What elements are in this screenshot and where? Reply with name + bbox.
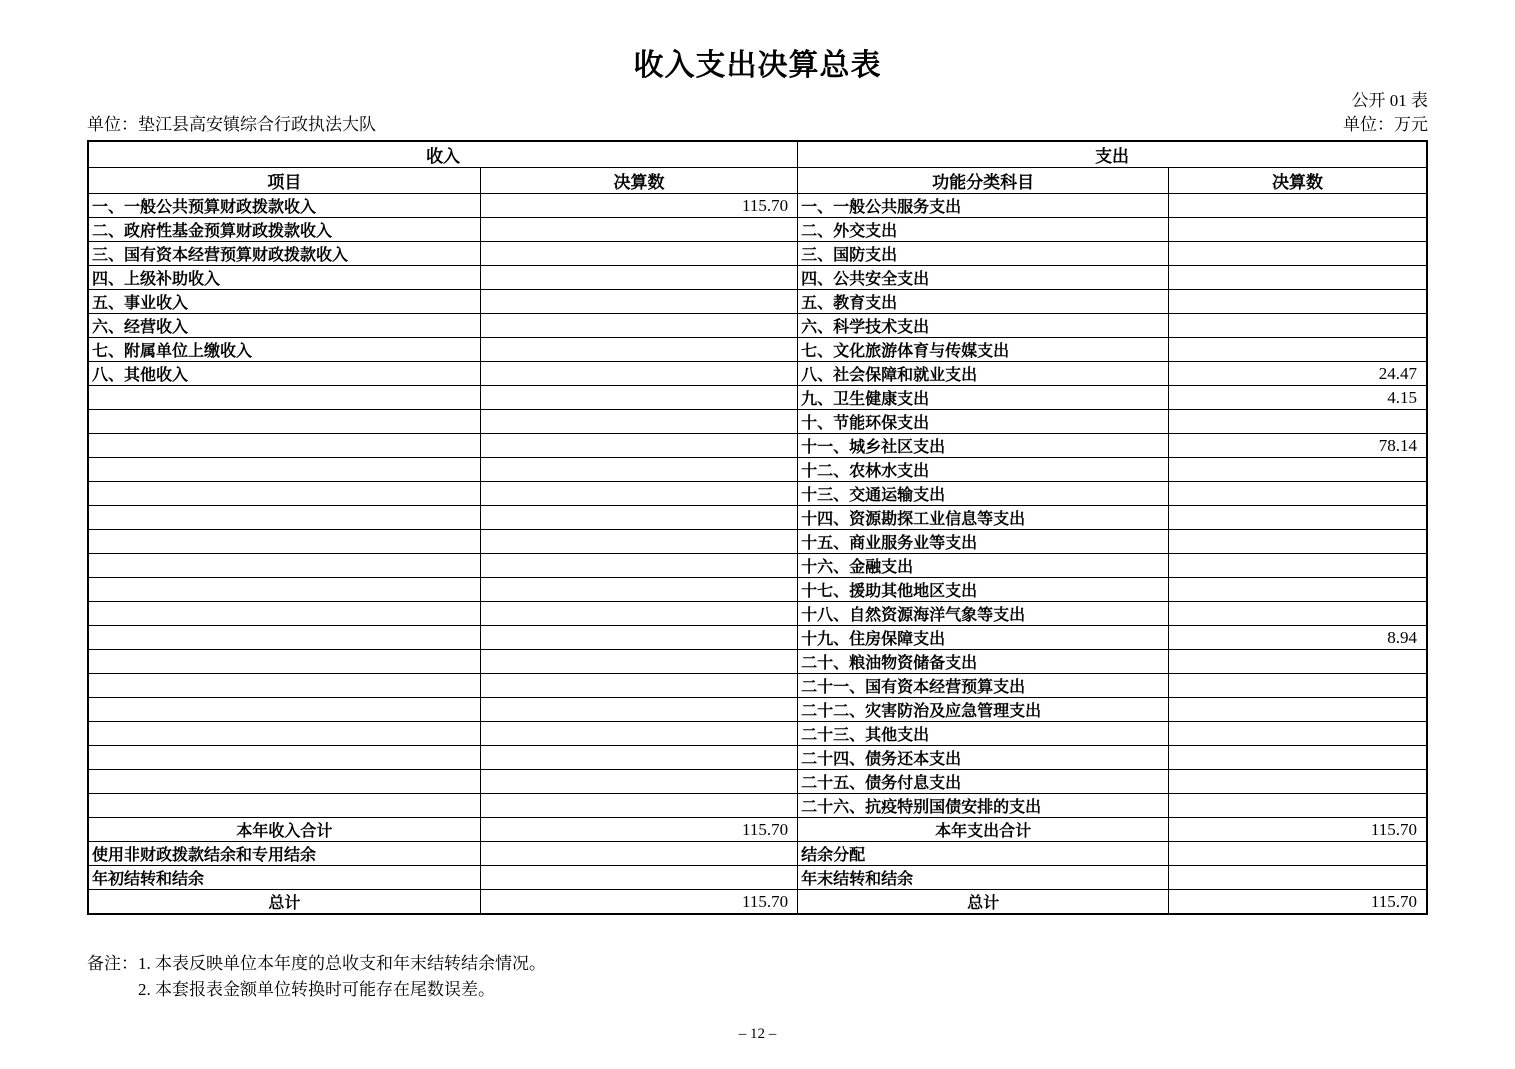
expenditure-item-cell: 十二、农林水支出 bbox=[798, 458, 1169, 482]
expenditure-amount-cell bbox=[1169, 650, 1427, 674]
expenditure-amount-cell bbox=[1169, 266, 1427, 290]
expenditure-item-cell: 八、社会保障和就业支出 bbox=[798, 362, 1169, 386]
income-section-header: 收入 bbox=[88, 141, 798, 168]
income-amount-cell bbox=[480, 290, 797, 314]
income-item-cell bbox=[88, 698, 480, 722]
income-summary-amount-cell: 115.70 bbox=[480, 890, 797, 915]
expenditure-amount-cell bbox=[1169, 602, 1427, 626]
income-amount-cell bbox=[480, 578, 797, 602]
income-item-cell: 六、经营收入 bbox=[88, 314, 480, 338]
income-item-cell: 二、政府性基金预算财政拨款收入 bbox=[88, 218, 480, 242]
table-body-row bbox=[88, 770, 1427, 794]
income-item-cell: 五、事业收入 bbox=[88, 290, 480, 314]
income-item-cell bbox=[88, 410, 480, 434]
expenditure-amount-cell bbox=[1169, 482, 1427, 506]
table-body-row bbox=[88, 194, 1427, 218]
income-amount-cell bbox=[480, 506, 797, 530]
expenditure-summary-amount-cell bbox=[1169, 866, 1427, 890]
col-header-expenditure-amount: 决算数 bbox=[1169, 168, 1427, 194]
col-header-expenditure-function: 功能分类科目 bbox=[798, 168, 1169, 194]
expenditure-amount-cell bbox=[1169, 218, 1427, 242]
notes-lines bbox=[138, 951, 546, 1002]
table-body-row bbox=[88, 722, 1427, 746]
table-summary-row bbox=[88, 866, 1427, 890]
income-amount-cell bbox=[480, 434, 797, 458]
page-title: 收入支出决算总表 bbox=[633, 49, 882, 82]
table-body-row bbox=[88, 434, 1427, 458]
table-body-row bbox=[88, 410, 1427, 434]
unit-name: 单位：垫江县高安镇综合行政执法大队 bbox=[87, 115, 376, 135]
income-amount-cell bbox=[480, 650, 797, 674]
page-number: – 12 – bbox=[738, 1026, 777, 1042]
table-body-row bbox=[88, 578, 1427, 602]
table-body-row bbox=[88, 482, 1427, 506]
income-amount-cell bbox=[480, 770, 797, 794]
table-body-row bbox=[88, 626, 1427, 650]
expenditure-item-cell: 二、外交支出 bbox=[798, 218, 1169, 242]
expenditure-item-cell: 九、卫生健康支出 bbox=[798, 386, 1169, 410]
income-item-cell: 一、一般公共预算财政拨款收入 bbox=[88, 194, 480, 218]
expenditure-section-header: 支出 bbox=[798, 141, 1427, 168]
expenditure-item-cell: 七、文化旅游体育与传媒支出 bbox=[798, 338, 1169, 362]
income-amount-cell bbox=[480, 410, 797, 434]
income-item-cell: 三、国有资本经营预算财政拨款收入 bbox=[88, 242, 480, 266]
table-code: 公开 01 表 bbox=[1351, 91, 1428, 110]
income-amount-cell bbox=[480, 602, 797, 626]
income-amount-cell bbox=[480, 482, 797, 506]
table-body-row bbox=[88, 362, 1427, 386]
expenditure-item-cell: 十六、金融支出 bbox=[798, 554, 1169, 578]
expenditure-amount-cell bbox=[1169, 410, 1427, 434]
expenditure-amount-cell: 4.15 bbox=[1169, 386, 1427, 410]
table-body-row bbox=[88, 290, 1427, 314]
col-header-income-item: 项目 bbox=[88, 168, 480, 194]
expenditure-amount-cell: 8.94 bbox=[1169, 626, 1427, 650]
income-item-cell bbox=[88, 506, 480, 530]
expenditure-summary-label-cell: 年末结转和结余 bbox=[798, 866, 1169, 890]
income-item-cell: 八、其他收入 bbox=[88, 362, 480, 386]
expenditure-item-cell: 五、教育支出 bbox=[798, 290, 1169, 314]
income-amount-cell bbox=[480, 338, 797, 362]
income-item-cell bbox=[88, 434, 480, 458]
income-amount-cell bbox=[480, 530, 797, 554]
notes-label: 备注： bbox=[87, 954, 138, 974]
income-item-cell bbox=[88, 650, 480, 674]
table-body-row bbox=[88, 506, 1427, 530]
income-item-cell bbox=[88, 626, 480, 650]
expenditure-summary-label-cell: 结余分配 bbox=[798, 842, 1169, 866]
expenditure-amount-cell bbox=[1169, 722, 1427, 746]
expenditure-item-cell: 二十四、债务还本支出 bbox=[798, 746, 1169, 770]
expenditure-item-cell: 二十、粮油物资储备支出 bbox=[798, 650, 1169, 674]
income-amount-cell bbox=[480, 266, 797, 290]
table-summary-row bbox=[88, 818, 1427, 842]
income-item-cell bbox=[88, 794, 480, 818]
expenditure-item-cell: 二十五、债务付息支出 bbox=[798, 770, 1169, 794]
income-summary-label-cell: 总计 bbox=[88, 890, 480, 915]
table-code-line bbox=[87, 91, 1428, 111]
income-item-cell bbox=[88, 770, 480, 794]
table-body-row bbox=[88, 746, 1427, 770]
expenditure-amount-cell bbox=[1169, 242, 1427, 266]
table-summary-row bbox=[88, 842, 1427, 866]
table-body-row bbox=[88, 698, 1427, 722]
income-amount-cell bbox=[480, 794, 797, 818]
income-summary-label-cell: 年初结转和结余 bbox=[88, 866, 480, 890]
income-amount-cell bbox=[480, 626, 797, 650]
table-summary bbox=[88, 818, 1427, 915]
income-item-cell bbox=[88, 674, 480, 698]
expenditure-item-cell: 二十二、灾害防治及应急管理支出 bbox=[798, 698, 1169, 722]
income-amount-cell bbox=[480, 242, 797, 266]
note-line-2: 2. 本套报表金额单位转换时可能存在尾数误差。 bbox=[138, 979, 495, 999]
expenditure-item-cell: 十三、交通运输支出 bbox=[798, 482, 1169, 506]
table-body-row bbox=[88, 794, 1427, 818]
income-item-cell: 七、附属单位上缴收入 bbox=[88, 338, 480, 362]
expenditure-summary-label-cell: 本年支出合计 bbox=[798, 818, 1169, 842]
budget-summary-table bbox=[87, 140, 1428, 915]
expenditure-amount-cell bbox=[1169, 194, 1427, 218]
table-body-row bbox=[88, 602, 1427, 626]
unit-line bbox=[87, 114, 1428, 136]
notes-block bbox=[87, 951, 1428, 1002]
table-body-row bbox=[88, 674, 1427, 698]
table-body-row bbox=[88, 386, 1427, 410]
income-item-cell bbox=[88, 746, 480, 770]
expenditure-item-cell: 三、国防支出 bbox=[798, 242, 1169, 266]
table-body-row bbox=[88, 338, 1427, 362]
expenditure-summary-amount-cell bbox=[1169, 842, 1427, 866]
expenditure-amount-cell bbox=[1169, 290, 1427, 314]
expenditure-amount-cell: 24.47 bbox=[1169, 362, 1427, 386]
income-amount-cell bbox=[480, 314, 797, 338]
income-item-cell bbox=[88, 554, 480, 578]
income-item-cell bbox=[88, 482, 480, 506]
income-amount-cell bbox=[480, 746, 797, 770]
table-body-row bbox=[88, 218, 1427, 242]
expenditure-summary-label-cell: 总计 bbox=[798, 890, 1169, 915]
column-header-row bbox=[88, 168, 1427, 194]
income-amount-cell bbox=[480, 722, 797, 746]
table-body-row bbox=[88, 266, 1427, 290]
table-body-row bbox=[88, 458, 1427, 482]
income-summary-amount-cell bbox=[480, 842, 797, 866]
expenditure-amount-cell bbox=[1169, 698, 1427, 722]
expenditure-item-cell: 四、公共安全支出 bbox=[798, 266, 1169, 290]
income-item-cell bbox=[88, 578, 480, 602]
expenditure-item-cell: 十四、资源勘探工业信息等支出 bbox=[798, 506, 1169, 530]
expenditure-amount-cell bbox=[1169, 578, 1427, 602]
expenditure-summary-amount-cell: 115.70 bbox=[1169, 890, 1427, 915]
expenditure-item-cell: 十、节能环保支出 bbox=[798, 410, 1169, 434]
expenditure-item-cell: 十九、住房保障支出 bbox=[798, 626, 1169, 650]
income-amount-cell: 115.70 bbox=[480, 194, 797, 218]
expenditure-summary-amount-cell: 115.70 bbox=[1169, 818, 1427, 842]
income-amount-cell bbox=[480, 554, 797, 578]
table-summary-row bbox=[88, 890, 1427, 915]
income-amount-cell bbox=[480, 458, 797, 482]
expenditure-item-cell: 十七、援助其他地区支出 bbox=[798, 578, 1169, 602]
expenditure-amount-cell: 78.14 bbox=[1169, 434, 1427, 458]
expenditure-amount-cell bbox=[1169, 506, 1427, 530]
table-body-row bbox=[88, 314, 1427, 338]
expenditure-amount-cell bbox=[1169, 746, 1427, 770]
expenditure-item-cell: 一、一般公共服务支出 bbox=[798, 194, 1169, 218]
expenditure-item-cell: 十一、城乡社区支出 bbox=[798, 434, 1169, 458]
expenditure-amount-cell bbox=[1169, 458, 1427, 482]
income-amount-cell bbox=[480, 674, 797, 698]
expenditure-amount-cell bbox=[1169, 794, 1427, 818]
income-item-cell bbox=[88, 602, 480, 626]
expenditure-amount-cell bbox=[1169, 770, 1427, 794]
income-summary-amount-cell: 115.70 bbox=[480, 818, 797, 842]
expenditure-amount-cell bbox=[1169, 674, 1427, 698]
expenditure-amount-cell bbox=[1169, 314, 1427, 338]
income-item-cell bbox=[88, 458, 480, 482]
table-body-row bbox=[88, 530, 1427, 554]
table-body bbox=[88, 194, 1427, 818]
income-summary-label-cell: 使用非财政拨款结余和专用结余 bbox=[88, 842, 480, 866]
expenditure-item-cell: 二十一、国有资本经营预算支出 bbox=[798, 674, 1169, 698]
income-summary-amount-cell bbox=[480, 866, 797, 890]
section-header-row bbox=[88, 141, 1427, 168]
income-item-cell bbox=[88, 386, 480, 410]
table-body-row bbox=[88, 242, 1427, 266]
income-amount-cell bbox=[480, 218, 797, 242]
table-body-row bbox=[88, 650, 1427, 674]
income-amount-cell bbox=[480, 386, 797, 410]
expenditure-amount-cell bbox=[1169, 530, 1427, 554]
unit-of-measure: 单位：万元 bbox=[1343, 115, 1428, 135]
note-line-1: 1. 本表反映单位本年度的总收支和年末结转结余情况。 bbox=[138, 954, 546, 974]
income-summary-label-cell: 本年收入合计 bbox=[88, 818, 480, 842]
expenditure-item-cell: 二十三、其他支出 bbox=[798, 722, 1169, 746]
expenditure-amount-cell bbox=[1169, 338, 1427, 362]
income-amount-cell bbox=[480, 698, 797, 722]
expenditure-item-cell: 二十六、抗疫特别国债安排的支出 bbox=[798, 794, 1169, 818]
income-amount-cell bbox=[480, 362, 797, 386]
expenditure-item-cell: 十五、商业服务业等支出 bbox=[798, 530, 1169, 554]
expenditure-item-cell: 十八、自然资源海洋气象等支出 bbox=[798, 602, 1169, 626]
expenditure-amount-cell bbox=[1169, 554, 1427, 578]
expenditure-item-cell: 六、科学技术支出 bbox=[798, 314, 1169, 338]
income-item-cell: 四、上级补助收入 bbox=[88, 266, 480, 290]
table-body-row bbox=[88, 554, 1427, 578]
income-item-cell bbox=[88, 530, 480, 554]
col-header-income-amount: 决算数 bbox=[480, 168, 797, 194]
income-item-cell bbox=[88, 722, 480, 746]
